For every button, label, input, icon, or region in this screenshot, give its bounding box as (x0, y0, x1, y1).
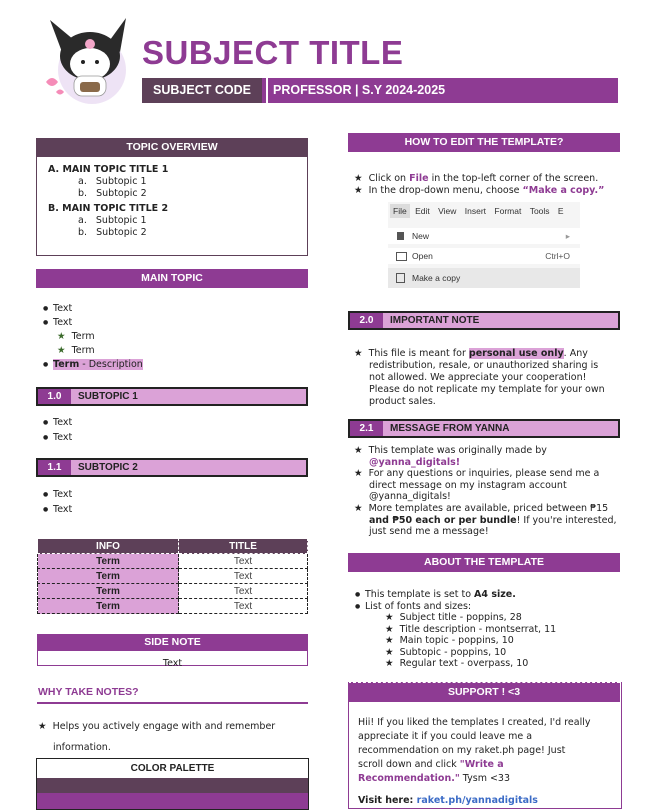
table-row (38, 584, 308, 599)
table-cell: Text (179, 569, 308, 584)
about-template-list (355, 589, 556, 670)
support-text: Hii! If you liked the templates I created, I'd really appreciate it if you could leave me a recommendation on my raket.ph page! Just scroll down and click "Write a Recommendation." Tysm <33 Visit here: raket.ph/yannadigitals (358, 717, 591, 806)
table-row (38, 554, 308, 569)
overview-subitem: b. Subtopic 2 (78, 188, 147, 199)
menu-file[interactable]: File (390, 204, 410, 218)
table-header: TITLE (179, 539, 308, 554)
divider (37, 702, 308, 704)
menu-tools[interactable]: Tools (529, 206, 550, 216)
side-note-box (37, 651, 308, 669)
why-notes-title: WHY TAKE NOTES? (38, 686, 139, 698)
message-text: ★ This template was originally made by @yanna_digitals! ★ For any questions or inquiries, please send me a direct message on my instagram account @yanna_digitals! ★ More templates are available, priced between ₱15 and ₱50 each or per bundle! If you're interested, just send me a message! (354, 445, 617, 538)
subject-code-bar (142, 78, 618, 103)
subtopic-1-list (43, 417, 72, 444)
list-item: ★ Main topic - poppins, 10 (385, 635, 514, 646)
table-cell: Text (179, 584, 308, 599)
how-to-steps: ★ Click on File in the top-left corner of the screen. ★ In the drop-down menu, choose “Make a copy.” (354, 173, 605, 196)
list-item: ● Text (43, 417, 72, 429)
table-header: INFO (38, 539, 179, 554)
list-item: ★ Title description - montserrat, 11 (385, 623, 557, 635)
important-note-text: ★ This file is meant for personal use only. Any redistribution, resale, or unauthorized sharing is not allowed. We appreciate your cooperation! Please do not replicate my template for your own product sales. (354, 348, 605, 407)
menu-bar (388, 202, 580, 220)
list-item: ★ Subtopic - poppins, 10 (385, 646, 507, 658)
table-cell: Term (38, 569, 179, 584)
support-header: SUPPORT ! <3 (348, 682, 620, 702)
mascot-illustration (40, 12, 136, 108)
palette-swatch (37, 793, 308, 809)
info-table (37, 538, 308, 614)
list-item: ★ Regular text - overpass, 10 (385, 658, 529, 669)
raket-link[interactable]: raket.ph/yannadigitals (416, 795, 538, 806)
menu-format[interactable]: Format (494, 206, 522, 216)
professor-label: PROFESSOR | S.Y 2024-2025 (273, 83, 446, 97)
subtopic-2-list (43, 489, 72, 516)
main-topic-list (43, 303, 143, 371)
important-note-header: 2.0 IMPORTANT NOTE (348, 311, 620, 330)
topic-overview-header: TOPIC OVERVIEW (36, 138, 308, 157)
document-icon (397, 232, 404, 240)
menu-edit[interactable]: Edit (415, 206, 430, 216)
overview-list (48, 164, 168, 239)
menu-view[interactable]: View (438, 206, 457, 216)
list-item: ● Text (43, 303, 143, 315)
subject-code: SUBJECT CODE (142, 78, 262, 103)
table-cell: Term (38, 599, 179, 614)
message-header: 2.1 MESSAGE FROM YANNA (348, 419, 620, 438)
palette-swatch (37, 778, 308, 793)
list-item: ★ Subject title - poppins, 28 (385, 612, 522, 623)
table-cell: Text (179, 554, 308, 569)
overview-subitem: a. Subtopic 1 (78, 215, 147, 226)
list-item: ● Text (43, 432, 72, 444)
table-header-row (38, 539, 308, 554)
menu-extensions[interactable]: E (557, 206, 564, 216)
overview-subitem: a. Subtopic 1 (78, 176, 147, 187)
page-title: SUBJECT TITLE (142, 34, 404, 71)
list-item: ● Text (43, 489, 72, 501)
color-palette (36, 758, 309, 810)
copy-icon (396, 273, 405, 283)
divider (266, 78, 268, 103)
main-topic-header: MAIN TOPIC (36, 269, 308, 288)
overview-item: B. MAIN TOPIC TITLE 2 (48, 203, 169, 214)
list-item: ★ Term (57, 345, 95, 356)
list-item: ● Text (43, 317, 143, 329)
table-cell: Term (38, 584, 179, 599)
menu-item-new[interactable]: New ▸ (388, 228, 580, 244)
table-cell: Term (38, 554, 179, 569)
list-item: ● Term - Description (43, 359, 143, 371)
overview-item: A. MAIN TOPIC TITLE 1 (48, 164, 169, 175)
side-note-text: Text (162, 658, 183, 669)
list-item: ● Text (43, 504, 72, 516)
about-template-header: ABOUT THE TEMPLATE (348, 553, 620, 572)
list-item: ★ Term (57, 331, 95, 342)
how-to-edit-header: HOW TO EDIT THE TEMPLATE? (348, 133, 620, 152)
table-row (38, 569, 308, 584)
overview-subitem: b. Subtopic 2 (78, 227, 147, 238)
subtopic-2-header: 1.1 SUBTOPIC 2 (36, 458, 308, 477)
table-row (38, 599, 308, 614)
menu-item-make-copy[interactable]: Make a copy (388, 268, 580, 288)
subtopic-1-header: 1.0 SUBTOPIC 1 (36, 387, 308, 406)
menu-insert[interactable]: Insert (464, 206, 487, 216)
list-item: ● This template is set to A4 size. (355, 589, 556, 601)
list-item: ● List of fonts and sizes: (355, 601, 556, 613)
why-notes-text: ★ Helps you actively engage with and remember information. (38, 721, 276, 753)
menu-screenshot (388, 202, 580, 288)
table-cell: Text (179, 599, 308, 614)
palette-title: COLOR PALETTE (130, 763, 215, 774)
side-note-header: SIDE NOTE (37, 634, 308, 651)
menu-item-open[interactable]: Open Ctrl+O (388, 248, 580, 264)
folder-icon (396, 252, 407, 261)
